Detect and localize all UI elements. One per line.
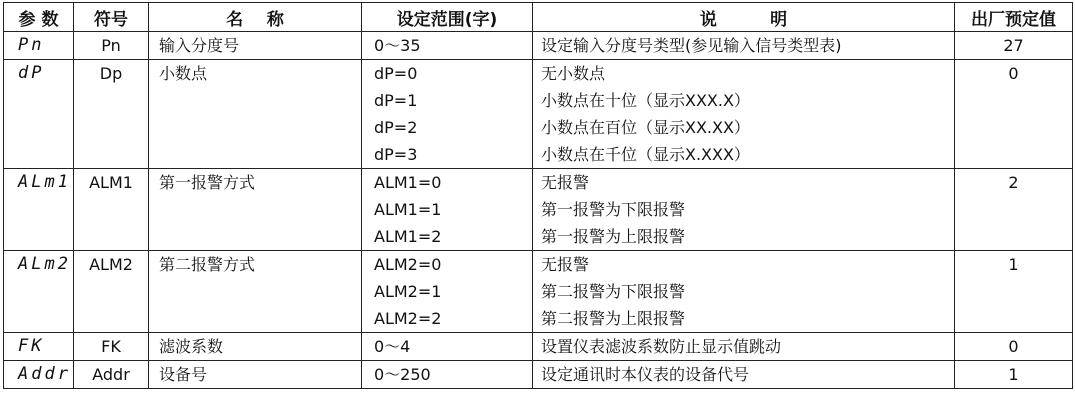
table-header xyxy=(4,3,1073,32)
table-row xyxy=(4,251,1073,333)
display-code-cell: FK xyxy=(4,333,74,361)
description-cell: 无报警 第一报警为下限报警 第一报警为上限报警 xyxy=(533,169,955,251)
display-code-cell: ALm1 xyxy=(4,169,74,251)
range-cell: dP=0 dP=1 dP=2 dP=3 xyxy=(362,60,533,169)
display-code-cell: Pn xyxy=(4,32,74,60)
name-cell: 小数点 xyxy=(149,60,362,169)
range-cell: ALM1=0 ALM1=1 ALM1=2 xyxy=(362,169,533,251)
default-cell: 1 xyxy=(955,251,1073,333)
name-cell: 设备号 xyxy=(149,361,362,389)
name-cell: 第一报警方式 xyxy=(149,169,362,251)
table-row xyxy=(4,333,1073,361)
header-display: 参 数 xyxy=(4,3,74,32)
default-cell: 0 xyxy=(955,333,1073,361)
header-symbol: 符号 xyxy=(74,3,149,32)
range-cell: 0～35 xyxy=(362,32,533,60)
description-cell: 无小数点 小数点在十位（显示XXX.X） 小数点在百位（显示XX.XX） 小数点在千位（显示X.XXX） xyxy=(533,60,955,169)
description-cell: 无报警 第二报警为下限报警 第二报警为上限报警 xyxy=(533,251,955,333)
symbol-cell: Dp xyxy=(74,60,149,169)
range-cell: 0～250 xyxy=(362,361,533,389)
symbol-cell: FK xyxy=(74,333,149,361)
header-default: 出厂预定值 xyxy=(955,3,1073,32)
default-cell: 27 xyxy=(955,32,1073,60)
symbol-cell: Pn xyxy=(74,32,149,60)
name-cell: 滤波系数 xyxy=(149,333,362,361)
symbol-cell: Addr xyxy=(74,361,149,389)
range-cell: 0～4 xyxy=(362,333,533,361)
description-cell: 设置仪表滤波系数防止显示值跳动 xyxy=(533,333,955,361)
description-cell: 设定输入分度号类型(参见输入信号类型表) xyxy=(533,32,955,60)
table-row xyxy=(4,361,1073,389)
table-row xyxy=(4,169,1073,251)
table-row xyxy=(4,32,1073,60)
name-cell: 输入分度号 xyxy=(149,32,362,60)
display-code-cell: ALm2 xyxy=(4,251,74,333)
display-code-cell: dP xyxy=(4,60,74,169)
default-cell: 1 xyxy=(955,361,1073,389)
default-cell: 2 xyxy=(955,169,1073,251)
range-cell: ALM2=0 ALM2=1 ALM2=2 xyxy=(362,251,533,333)
description-cell: 设定通讯时本仪表的设备代号 xyxy=(533,361,955,389)
display-code-cell: Addr xyxy=(4,361,74,389)
table-row xyxy=(4,60,1073,169)
header-range: 设定范围(字) xyxy=(362,3,533,32)
symbol-cell: ALM1 xyxy=(74,169,149,251)
header-description: 说 明 xyxy=(533,3,955,32)
table-body xyxy=(4,32,1073,389)
parameter-table xyxy=(3,2,1073,389)
default-cell: 0 xyxy=(955,60,1073,169)
symbol-cell: ALM2 xyxy=(74,251,149,333)
name-cell: 第二报警方式 xyxy=(149,251,362,333)
header-name: 名 称 xyxy=(149,3,362,32)
